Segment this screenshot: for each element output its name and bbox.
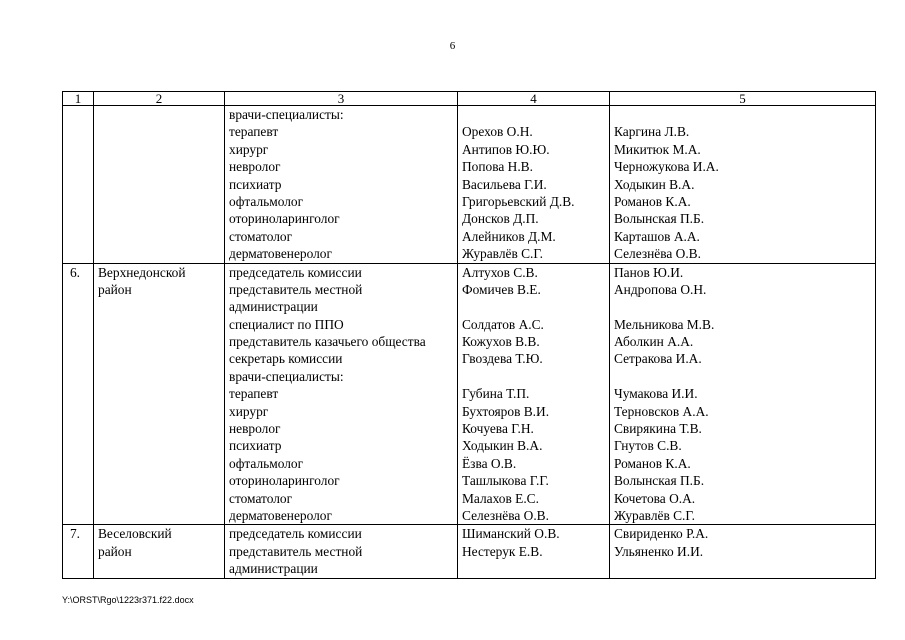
role-line: невролог [229,159,281,175]
role-line: хирург [229,403,269,419]
commission-table [62,91,876,579]
role-cell [225,525,458,578]
row-number-cell [63,525,94,578]
role-line: дерматовенеролог [229,246,332,262]
row-number: 6. [69,264,80,280]
member-line: Фомичев В.Е. [462,281,541,297]
header-col-3: 3 [225,92,458,106]
deputy-line: Чумакова И.И. [614,386,698,402]
deputy-line: Ульяненко И.И. [614,543,704,559]
member-line [462,560,609,577]
member-line: Губина Т.П. [462,386,530,402]
row-number-cell [63,106,94,264]
role-line: психиатр [229,176,282,192]
member-line: Ходыкин В.А. [462,438,543,454]
member-line: Кожухов В.В. [462,334,540,350]
role-line: председатель комиссии [229,526,362,542]
deputy-line: Черножукова И.А. [614,159,719,175]
deputy-cell [610,106,876,264]
deputy-line: Аболкин А.А. [614,334,694,350]
district-cell [94,106,225,264]
member-line: Попова Н.В. [462,159,533,175]
district-line: Верхнедонской [98,264,186,280]
deputy-cell [610,525,876,578]
deputy-line: Мельникова М.В. [614,316,715,332]
header-col-1: 1 [63,92,94,106]
role-line: стоматолог [229,228,293,244]
role-line: стоматолог [229,490,293,506]
member-line: Гвоздева Т.Ю. [462,351,543,367]
table-row [63,106,876,264]
member-line: Алтухов С.В. [462,264,538,280]
deputy-cell [610,263,876,525]
role-line: председатель комиссии [229,264,362,280]
table-row [63,263,876,525]
row-number-cell [63,263,94,525]
deputy-line: Панов Ю.И. [614,264,684,280]
deputy-line [614,368,875,385]
role-line: администрации [229,561,318,577]
role-line: терапевт [229,386,279,402]
deputy-line: Ходыкин В.А. [614,176,695,192]
header-row [63,92,876,106]
role-cell [225,106,458,264]
member-line: Шиманский О.В. [462,526,560,542]
member-line: Алейников Д.М. [462,228,556,244]
role-line: оториноларинголог [229,211,340,227]
role-line: терапевт [229,124,279,140]
page-number: 6 [449,40,456,52]
deputy-line: Волынская П.Б. [614,211,705,227]
row-number [63,106,80,123]
member-line: Ёзва О.В. [462,455,517,471]
deputy-line [614,298,875,315]
role-line: хирург [229,141,269,157]
deputy-line: Андропова О.Н. [614,281,707,297]
file-path-footer: Y:\ORST\Rgo\1223r371.f22.docx [62,595,194,605]
member-line: Нестерук Е.В. [462,543,543,559]
deputy-line: Свирякина Т.В. [614,421,702,437]
member-line: Солдатов А.С. [462,316,544,332]
role-line: администрации [229,299,318,315]
role-cell [225,263,458,525]
deputy-line: Карташов А.А. [614,228,700,244]
member-line [462,368,609,385]
deputy-line: Селезнёва О.В. [614,246,701,262]
role-line: офтальмолог [229,193,304,209]
member-line [462,106,609,123]
member-line: Малахов Е.С. [462,490,539,506]
deputy-line: Каргина Л.В. [614,124,690,140]
role-line: дерматовенеролог [229,507,332,523]
district-line: район [98,543,132,559]
member-cell [458,263,610,525]
member-line: Донсков Д.П. [462,211,539,227]
member-line [462,298,609,315]
member-cell [458,525,610,578]
role-line: невролог [229,421,281,437]
role-line: врачи-специалисты: [229,107,344,122]
member-line: Кочуева Г.Н. [462,421,534,437]
role-line: специалист по ППО [229,316,344,332]
header-col-5: 5 [610,92,876,106]
role-line: представитель казачьего общества [229,334,426,350]
deputy-line: Микитюк М.А. [614,141,701,157]
deputy-line: Волынская П.Б. [614,473,705,489]
district-cell [94,263,225,525]
row-number: 7. [69,526,80,542]
deputy-line: Свириденко Р.А. [614,526,709,542]
member-line: Орехов О.Н. [462,124,533,140]
header-col-4: 4 [458,92,610,106]
table-row [63,525,876,578]
district-line: Веселовский [98,526,172,542]
deputy-line: Гнутов С.В. [614,438,682,454]
role-line: оториноларинголог [229,473,340,489]
deputy-line: Романов К.А. [614,193,691,209]
role-line: представитель местной [229,543,363,559]
member-cell [458,106,610,264]
deputy-line [614,560,875,577]
role-line: офтальмолог [229,455,304,471]
member-line: Селезнёва О.В. [462,507,549,523]
deputy-line: Сетракова И.А. [614,351,702,367]
member-line: Журавлёв С.Г. [462,246,543,262]
deputy-line: Кочетова О.А. [614,490,696,506]
member-line: Григорьевский Д.В. [462,193,575,209]
deputy-line [614,106,875,123]
role-line: представитель местной [229,281,363,297]
deputy-line: Журавлёв С.Г. [614,507,695,523]
deputy-line: Терновсков А.А. [614,403,709,419]
header-col-2: 2 [94,92,225,106]
role-line: секретарь комиссии [229,351,343,367]
district-line: район [98,281,132,297]
role-line: врачи-специалисты: [229,368,344,384]
member-line: Бухтояров В.И. [462,403,550,419]
member-line: Ташлыкова Г.Г. [462,473,549,489]
role-line: психиатр [229,438,282,454]
member-line: Васильева Г.И. [462,176,547,192]
deputy-line: Романов К.А. [614,455,691,471]
district-cell [94,525,225,578]
member-line: Антипов Ю.Ю. [462,141,550,157]
